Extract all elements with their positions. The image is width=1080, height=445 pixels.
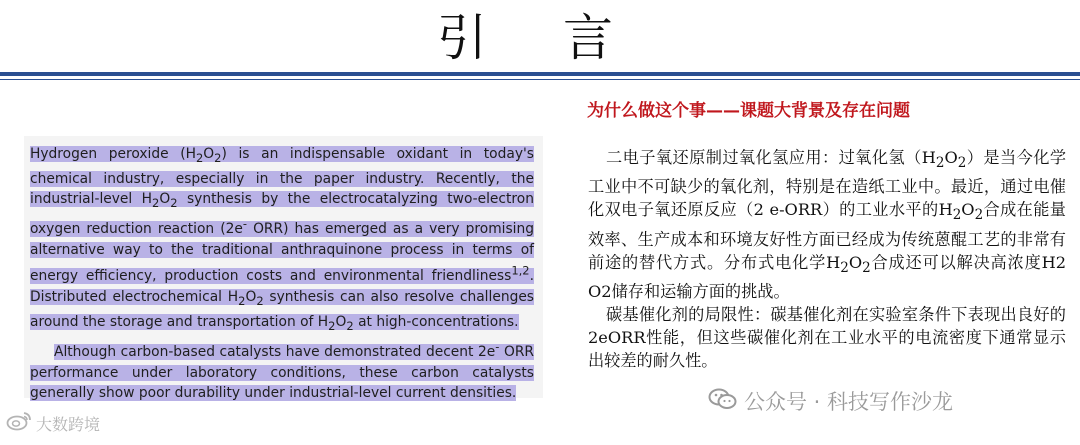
subscript: 2	[935, 155, 945, 172]
paragraph-lead: 二电子氧还原制过氧化氢应用	[606, 148, 823, 167]
text-run: Although carbon-based catalysts have demonstrated decent 2e	[54, 343, 496, 360]
subscript: 2	[195, 150, 204, 165]
wechat-icon	[708, 387, 738, 416]
watermark-weibo	[6, 411, 100, 435]
text-run: O	[335, 313, 347, 330]
title-rule-thick	[0, 72, 1080, 76]
slide-title: 引 言	[437, 9, 643, 67]
text-run: 合成还可以解决高浓度H2 O2储存和运输方面的挑战。	[588, 252, 1066, 302]
section-heading: 为什么做这个事——课题大背景及存在问题	[587, 101, 910, 121]
colon: ：	[822, 148, 839, 167]
text-run: O	[245, 289, 257, 306]
subscript: 2	[952, 207, 962, 224]
superscript: -	[242, 216, 248, 231]
chinese-summary	[588, 146, 1066, 373]
text-run: O	[944, 148, 958, 167]
summary-paragraph-1	[588, 146, 1066, 303]
text-run: O	[203, 146, 215, 162]
text-run: . Distributed electrochemical H	[30, 268, 534, 306]
title-rule-thin	[0, 79, 1080, 80]
text-run: O	[159, 191, 171, 208]
excerpt-text	[30, 144, 534, 404]
subscript: 2	[238, 293, 246, 308]
highlight	[30, 339, 534, 402]
text-run: 合成在能量效率、生产成本和环境友好性方面已经成为传统蒽醌工艺的非常有前途的替代方式。分布式电化学H	[588, 200, 1066, 272]
text-run: Hydrogen peroxide (H	[30, 146, 196, 162]
highlight	[30, 146, 535, 333]
paragraph-lead: 碳基催化剂的局限性	[606, 305, 754, 325]
colon: ：	[753, 305, 771, 325]
watermark-right-text: 公众号 · 科技写作沙龙	[744, 390, 954, 414]
subscript: 2	[957, 155, 967, 172]
text-run: at high-concentrations.	[353, 313, 519, 330]
text-run: ) is an indispensable oxidant in today's chemical industry, especially in the paper industry. Recently, the industrial-level H	[30, 146, 534, 208]
subscript: 2	[346, 318, 354, 333]
subscript: 2	[328, 318, 336, 333]
watermark-wechat	[708, 386, 953, 416]
subscript: 2	[840, 260, 849, 277]
subscript: 2	[256, 293, 264, 308]
citation-superscript: 1,2	[511, 263, 530, 278]
subscript: 2	[170, 196, 178, 210]
excerpt-paragraph-2	[30, 336, 534, 404]
text-run: 碳基催化剂在实验室条件下表现出良好的2eORR性能，但这些碳催化剂在工业水平的电流密度下通常显示出较差的耐久性。	[588, 305, 1066, 371]
superscript: -	[495, 339, 500, 354]
subscript: 2	[152, 196, 160, 210]
watermark-left-text: 大数跨境	[36, 414, 101, 434]
text-run: ORR) has emerged as a very promising alternative way to the traditional anthraquinone process in terms of energy efficiency, production costs and environmental friendliness	[30, 221, 535, 285]
subscript: 2	[214, 150, 222, 165]
paper-excerpt	[24, 136, 543, 402]
weibo-icon	[6, 411, 32, 435]
text-run: ）是当今化学工业中不可缺少的氧化剂，特别是在造纸工业中。最近，通过电催化双电子氧还原反应（2 e-ORR）的工业水平的H	[588, 148, 1067, 220]
text-run: synthesis can also resolve challenges around the storage and transportation of H	[30, 289, 535, 330]
text-run: O	[961, 200, 975, 220]
text-run: 过氧化氢（H	[838, 148, 936, 167]
excerpt-paragraph-1	[30, 144, 534, 336]
text-run: ORR performance under laboratory conditions, these carbon catalysts generally show poor durability under industrial-level current densities.	[30, 343, 534, 402]
summary-paragraph-2	[588, 303, 1066, 372]
subscript: 2	[862, 260, 871, 277]
text-run: O	[848, 252, 863, 272]
text-run: synthesis by the electrocatalyzing two-electron oxygen reduction reaction (2e	[30, 191, 534, 238]
subscript: 2	[974, 207, 984, 224]
